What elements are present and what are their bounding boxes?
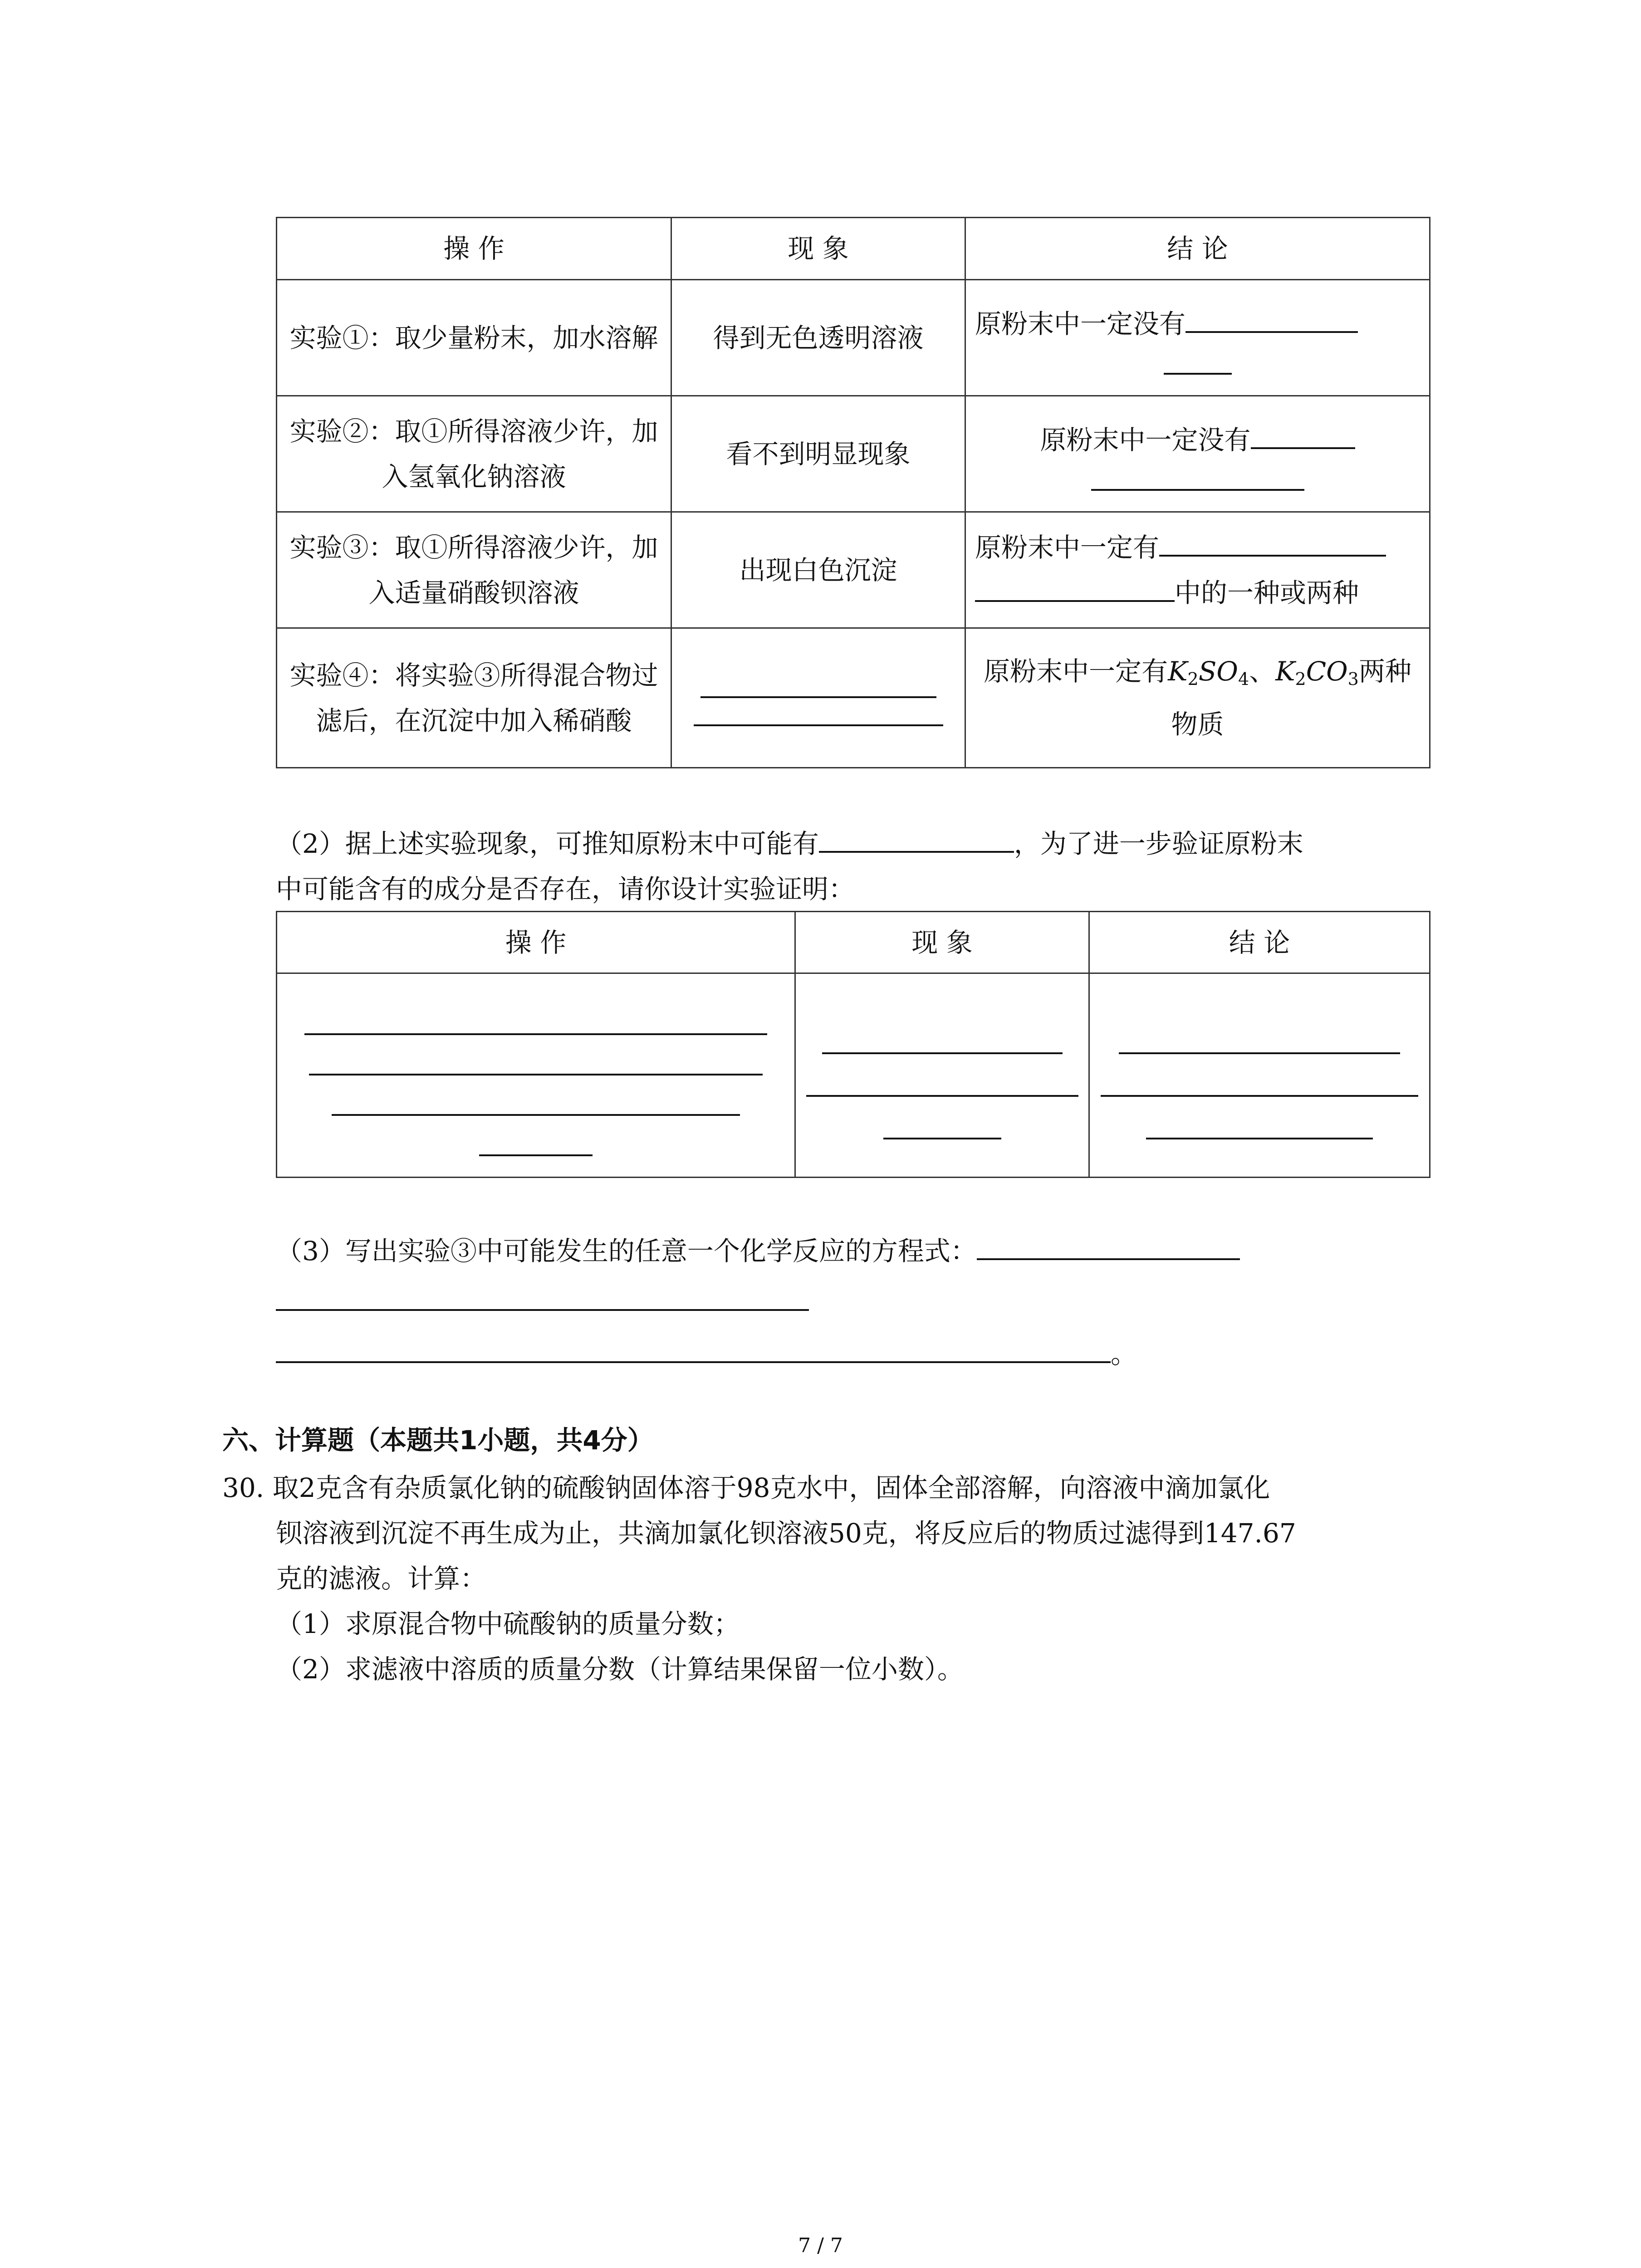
header-phenomenon: 现 象 (671, 218, 965, 280)
row3-operation: 实验③：取①所得溶液少许，加入适量硝酸钡溶液 (277, 512, 671, 628)
row2-conclusion (965, 396, 1430, 512)
q3-line2 (276, 1279, 809, 1325)
row1-conclusion (965, 280, 1430, 396)
header-conclusion: 结 论 (965, 218, 1430, 280)
answer-blank[interactable] (309, 1035, 763, 1075)
answer-blank[interactable] (822, 1012, 1063, 1054)
header-conclusion: 结 论 (1089, 912, 1430, 973)
row2-phenomenon: 看不到明显现象 (671, 396, 965, 512)
q2-text-b: ，为了进一步验证原粉末 (1014, 828, 1303, 859)
table-row (277, 396, 1430, 512)
q30-line1: 30. 取2克含有杂质氯化钠的硫酸钠固体溶于98克水中，固体全部溶解，向溶液中滴加氯化 (222, 1472, 1270, 1503)
answer-blank[interactable] (1185, 303, 1358, 333)
row2-conclusion-text: 原粉末中一定没有 (1040, 424, 1251, 455)
q30-line2: 钡溶液到沉淀不再生成为止，共滴加氯化钡溶液50克，将反应后的物质过滤得到147.67 (276, 1518, 1296, 1549)
row1-phenomenon: 得到无色透明溶液 (671, 280, 965, 396)
answer-blank[interactable] (806, 1054, 1078, 1097)
answer-blank[interactable] (975, 572, 1175, 602)
design-table (276, 911, 1430, 1178)
row4-conclusion-text-b: 两种物质 (1171, 656, 1411, 740)
page-number: 7 / 7 (798, 2234, 843, 2257)
row4-phenomenon (671, 628, 965, 768)
formula-k2so4-k2co3: $K_2SO_4$、$K_2CO_3$ (1168, 656, 1359, 689)
table-row (277, 512, 1430, 628)
table-row (277, 280, 1430, 396)
row1-operation: 实验①：取少量粉末，加水溶解 (277, 280, 671, 396)
header-phenomenon: 现 象 (795, 912, 1089, 973)
answer-blank[interactable] (332, 1075, 740, 1116)
design-operation (277, 973, 795, 1178)
row2-operation: 实验②：取①所得溶液少许，加入氢氧化钠溶液 (277, 396, 671, 512)
answer-blank[interactable] (276, 1281, 809, 1311)
table-row (277, 628, 1430, 768)
answer-blank[interactable] (1101, 1054, 1418, 1097)
design-conclusion (1089, 973, 1430, 1178)
q3-line3 (276, 1331, 1137, 1377)
q30-sub1: （1）求原混合物中硫酸钠的质量分数； (276, 1608, 740, 1639)
section6-title: 六、计算题（本题共1小题，共4分） (222, 1425, 654, 1456)
q3-text: （3）写出实验③中可能发生的任意一个化学反应的方程式： (276, 1236, 977, 1266)
answer-blank[interactable] (700, 670, 936, 698)
row4-operation: 实验④：将实验③所得混合物过滤后，在沉淀中加入稀硝酸 (277, 628, 671, 768)
answer-blank[interactable] (1119, 1012, 1400, 1054)
answer-blank[interactable] (819, 823, 1014, 853)
answer-blank[interactable] (883, 1097, 1001, 1139)
table-row (277, 973, 1430, 1178)
row4-conclusion-text-a: 原粉末中一定有 (984, 656, 1168, 687)
row3-phenomenon: 出现白色沉淀 (671, 512, 965, 628)
row3-conclusion-text-a: 原粉末中一定有 (975, 532, 1160, 563)
q2-text-a: （2）据上述实验现象，可推知原粉末中可能有 (276, 828, 819, 859)
q3-line1 (276, 1228, 1240, 1274)
header-operation: 操 作 (277, 218, 671, 280)
row3-conclusion-text-b: 中的一种或两种 (1175, 577, 1359, 608)
answer-blank[interactable] (1091, 463, 1304, 491)
q30-sub2: （2）求滤液中溶质的质量分数（计算结果保留一位小数）。 (276, 1654, 964, 1685)
q3-end-mark: 。 (1111, 1339, 1137, 1369)
answer-blank[interactable] (1159, 527, 1386, 557)
answer-blank[interactable] (276, 1333, 1111, 1363)
experiment-table (276, 217, 1430, 768)
answer-blank[interactable] (1164, 347, 1232, 375)
q2-line1 (276, 821, 1303, 866)
row3-conclusion (965, 512, 1430, 628)
answer-blank[interactable] (1251, 419, 1355, 449)
row1-conclusion-text: 原粉末中一定没有 (975, 308, 1186, 339)
row4-conclusion (965, 628, 1430, 768)
answer-blank[interactable] (694, 698, 943, 726)
header-operation: 操 作 (277, 912, 795, 973)
answer-blank[interactable] (479, 1116, 593, 1156)
answer-blank[interactable] (304, 995, 767, 1035)
q30-line3: 克的滤液。计算： (276, 1563, 487, 1594)
q2-line2: 中可能含有的成分是否存在，请你设计实验证明： (276, 874, 855, 904)
answer-blank[interactable] (977, 1230, 1240, 1260)
answer-blank[interactable] (1146, 1097, 1373, 1139)
design-phenomenon (795, 973, 1089, 1178)
